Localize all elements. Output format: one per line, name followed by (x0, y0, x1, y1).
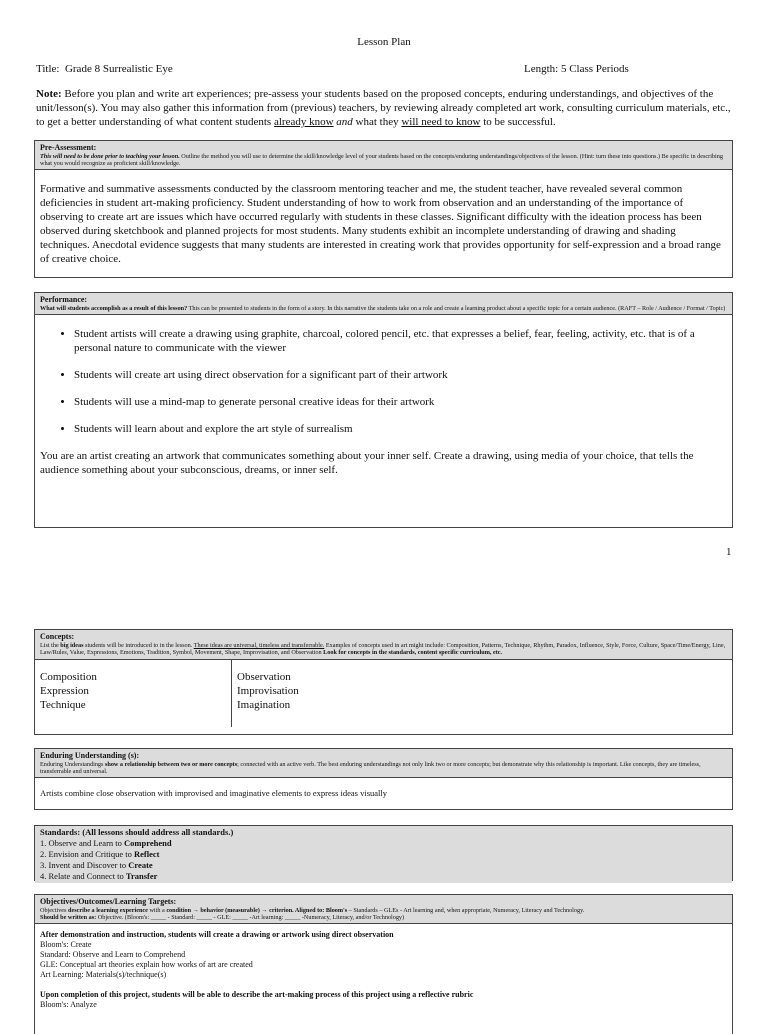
performance-section (34, 292, 733, 528)
concept-item: Improvisation (237, 685, 299, 697)
objective-1: After demonstration and instruction, students will create a drawing or artwork using direct observation (40, 930, 394, 939)
standard-item: 1. Observe and Learn to Comprehend (40, 838, 172, 848)
enduring-header (35, 749, 732, 778)
standard-item: 4. Relate and Connect to Transfer (40, 871, 158, 881)
concept-item: Observation (237, 671, 291, 683)
lesson-length-line (524, 63, 629, 75)
concepts-col-1 (35, 660, 232, 727)
standard-item: 3. Invent and Discover to Create (40, 860, 153, 870)
enduring-body: Artists combine close observation with improvised and imaginative elements to express ideas visually (40, 788, 388, 798)
concepts-table (35, 660, 732, 727)
section-heading: Performance: (40, 295, 88, 304)
objective-detail: Bloom's: Analyze (40, 1000, 97, 1009)
planning-note: Note: Before you plan and write art experiences; pre-assess your students based on the proposed concepts, enduring understandings, and objectives of the unit/lesson(s). You may also gather this information from (previous) teachers, by reviewing already completed art work, consulting curriculum materials, etc., to get a better understanding of what content students already know and what they will need to know to be successful. (36, 88, 731, 128)
title-label: Title: (36, 63, 60, 75)
performance-body (35, 315, 732, 483)
objective-2: Upon completion of this project, students will be able to describe the art-making process of this project using a reflective rubric (40, 990, 474, 999)
length-label: Length: (524, 63, 559, 75)
concept-item: Imagination (237, 699, 291, 711)
objective-detail: Art Learning: Materials(s)/technique(s) (40, 970, 167, 979)
objectives-header (35, 895, 732, 924)
section-heading: Standards: (All lessons should address all standards.) (40, 827, 234, 837)
objective-detail: GLE: Conceptual art theories explain how works of art are created (40, 960, 253, 969)
concepts-section (34, 629, 733, 735)
standards-content (35, 826, 732, 883)
list-item: • Student artists will create a drawing using graphite, charcoal, colored pencil, etc. that expresses a belief, fear, feeling, activity, etc. that is of a personal nature to communicate with the viewer (74, 327, 727, 355)
list-item: • Students will learn about and explore the art style of surrealism (74, 422, 727, 436)
section-instructions: This will need to be done prior to teaching your lesson. Outline the method you will use to determine the skill/knowledge level of your students based on the concepts/enduring understandings/objectives of the lesson. (Hint: turn these into questions.) Be specific in describing what you would recognize as proficient skill/knowledge. (40, 153, 723, 167)
pre-assessment-section (34, 140, 733, 278)
page-number: 1 (726, 546, 732, 558)
concepts-header (35, 630, 732, 660)
performance-header (35, 293, 732, 315)
enduring-understanding-section (34, 748, 733, 810)
length-value: 5 Class Periods (560, 63, 629, 75)
lesson-title-line (36, 63, 173, 75)
pre-assessment-body: Formative and summative assessments conducted by the classroom mentoring teacher and me, the student teacher, have revealed several common deficiencies in student art-making proficiency. Student understanding of how to work from observation and an understanding of the importance of observing to create art are issues which have occurred regularly with students in these classes. Significant difficulty with the ideation process has been observed during sketchbook and planned projects for most students. Many students exhibit an incomplete understanding of drawing and shading techniques. Anecdotal evidence suggests that many students are interested in creating work that provides opportunity for self-expression and a broad range of creative choice. (40, 183, 721, 265)
section-heading: Enduring Understanding (s): (40, 751, 140, 760)
performance-list (40, 327, 727, 436)
list-item: • Students will create art using direct observation for a significant part of their artwork (74, 368, 727, 382)
list-item: • Students will use a mind-map to generate personal creative ideas for their artwork (74, 395, 727, 409)
concept-item: Composition (40, 671, 97, 683)
standards-section (34, 825, 733, 881)
pre-assessment-header (35, 141, 732, 170)
section-heading: Pre-Assessment: (40, 143, 97, 152)
section-heading: Concepts: (40, 632, 75, 641)
document-title: Lesson Plan (357, 36, 411, 48)
objective-detail: Bloom's: Create (40, 940, 92, 949)
title-value: Grade 8 Surrealistic Eye (64, 63, 173, 75)
concept-item: Technique (40, 699, 86, 711)
standard-item: 2. Envision and Critique to Reflect (40, 849, 160, 859)
raft-paragraph: You are an artist creating an artwork that communicates something about your inner self. Create a drawing, using media of your choice, that tells the audience something about your subconscious, dreams, or inner self. (40, 450, 694, 476)
objective-detail: Standard: Observe and Learn to Comprehend (40, 950, 186, 959)
section-instructions: List the big ideas students will be introduced to in the lesson. These ideas are universal, timeless and transferrable. Examples of concepts used in art might include: Composition, Patterns, Technique, Rhythm, Paradox, Influence, Style, Force, Culture, Space/Time/Energy, Line, Law/Rules, Value, Expressions, Emotions, Tradition, Symbol, Movement, Shape, Improvisation, and Observation Look for concepts in the standards, content specific curriculum, etc. (40, 642, 726, 656)
concepts-col-2 (232, 660, 304, 727)
section-instructions: Should be written as: Objective. (Bloom's: _____ - Standard: _____ - GLE: _____ -Art learning: _____ -Numeracy, Literacy, and/or Technology) (40, 914, 405, 921)
objectives-section (34, 894, 733, 1034)
note-label: Note: (36, 88, 62, 100)
section-instructions: Objectives describe a learning experience with a condition → behavior (measurable) → criterion. Aligned to: Bloom's – Standards – GLEs - Art learning and, when appropriate, Numeracy, Literacy and Technology. (40, 907, 585, 914)
section-heading: Objectives/Outcomes/Learning Targets: (40, 897, 177, 906)
section-instructions: What will students accomplish as a result of this lesson? This can be presented to students in the form of a story. In this narrative the students take on a role and create a learning product about a specific topic for a certain audience. (RAFT – Role / Audience / Format / Topic) (40, 305, 726, 312)
objectives-body (35, 924, 732, 1016)
concept-item: Expression (40, 685, 89, 697)
section-instructions: Enduring Understandings show a relationship between two or more concepts; connected with an active verb. The best enduring understandings not only link two or more concepts; but demonstrate why this relationship is important. Like concepts, they are timeless, transferrable and universal. (40, 761, 701, 775)
